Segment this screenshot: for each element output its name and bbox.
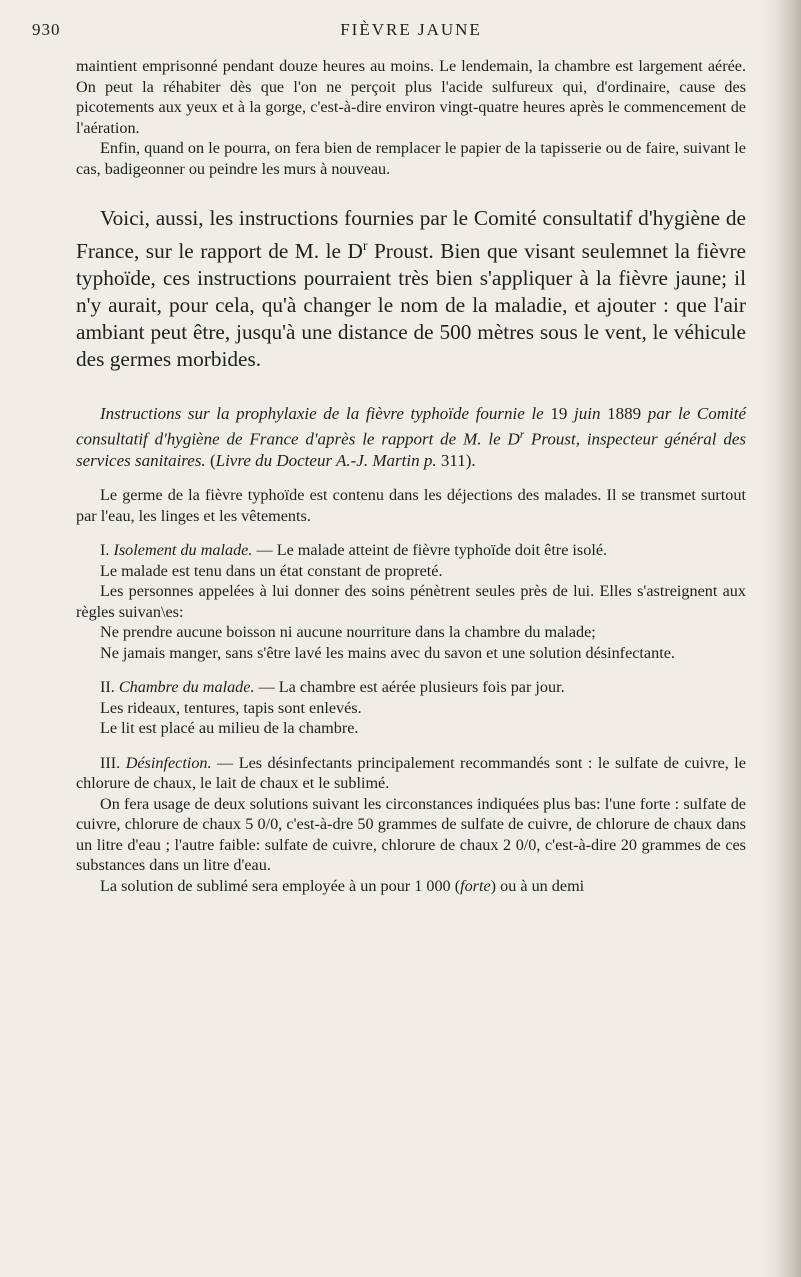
section-1-line: Ne jamais manger, sans s'être lavé les mains avec du savon et une solution désinfectante. <box>100 643 675 662</box>
paragraph-aeration: maintient emprisonné pendant douze heures au moins. Le lendemain, la chambre est largement aérée. On peut la réhabiter dès que l'on ne perçoit plus l'acide sulfureux qui, d'ordinaire, cause des picotements aux yeux et à la gorge, c'est-à-dire environ vingt-quatre heures après le commencement de l'aération. <box>76 57 746 137</box>
section-3-line: On fera usage de deux solutions suivant les circonstances indiquées plus bas: l'une forte : sulfate de cuivre, chlorure de chaux 5 0/0, c'est-à-dre 50 grammes de sulfate de cuivre, de chlorure de chaux dans un litre d'eau ; l'autre faible: sulfate de cuivre, chlorure de chaux 2 0/0, c'est-à-dire 20 grammes de ces substances dans un litre d'eau. <box>76 794 746 875</box>
page-edge-shadow <box>761 0 801 1277</box>
section-3-line-last: La solution de sublimé sera employée à un pour 1 000 (forte) ou à un demi <box>100 876 585 895</box>
section-1-line: Ne prendre aucune boisson ni aucune nourriture dans la chambre du malade; <box>100 623 596 642</box>
running-head <box>32 20 746 56</box>
page-number: 930 <box>32 20 61 39</box>
section-1-line: Les personnes appelées à lui donner des soins pénètrent seules près de lui. Elles s'astreignent aux règles suivan\es: <box>76 582 746 621</box>
running-title: FIÈVRE JAUNE <box>340 20 482 39</box>
page-content <box>32 20 747 896</box>
section-1-heading: I. Isolement du malade. — Le malade atteint de fièvre typhoïde doit être isolé. <box>100 541 608 560</box>
paragraph-voici: Voici, aussi, les instructions fournies par le Comité consultatif d'hygiène de France, sur le rapport de M. le $D^r$ Proust. Bien que visant seulemnet la fièvre typhoïde, ces instructions pourraient très bien s'appliquer à la fièvre jaune; il n'y aurait, pour cela, qu'à changer le nom de la maladie, et ajouter : que l'air ambiant peut être, jusqu'à une distance de 500 mètres sous le vent, le véhicule des germes morbides. <box>76 206 746 372</box>
section-2-heading: II. Chambre du malade. — La chambre est aérée plusieurs fois par jour. <box>100 678 565 697</box>
instructions-title: Instructions sur la prophylaxie de la fièvre typhoïde fournie le 19 juin 1889 par le Comité consultatif d'hygiène de France d'après le rapport de M. le $D^r$ Proust, inspecteur général des services sanitaires. (Livre du Docteur A.-J. Martin p. 311). <box>76 404 747 470</box>
paragraph-tapisserie: Enfin, quand on le pourra, on fera bien de remplacer le papier de la tapisserie ou de faire, suivant le cas, badigeonner ou peindre les murs à nouveau. <box>76 139 746 178</box>
paragraph-germe: Le germe de la fièvre typhoïde est contenu dans les déjections des malades. Il se transmet surtout par l'eau, les linges et les vêtements. <box>76 486 746 525</box>
section-1-line: Le malade est tenu dans un état constant de propreté. <box>100 561 443 580</box>
section-2-line: Le lit est placé au milieu de la chambre. <box>100 719 359 738</box>
section-2-line: Les rideaux, tentures, tapis sont enlevés. <box>100 698 362 717</box>
section-3-heading: III. Désinfection. — Les désinfectants principalement recommandés sont : le sulfate de cuivre, le chlorure de chaux, le lait de chaux et le sublimé. <box>76 753 746 793</box>
